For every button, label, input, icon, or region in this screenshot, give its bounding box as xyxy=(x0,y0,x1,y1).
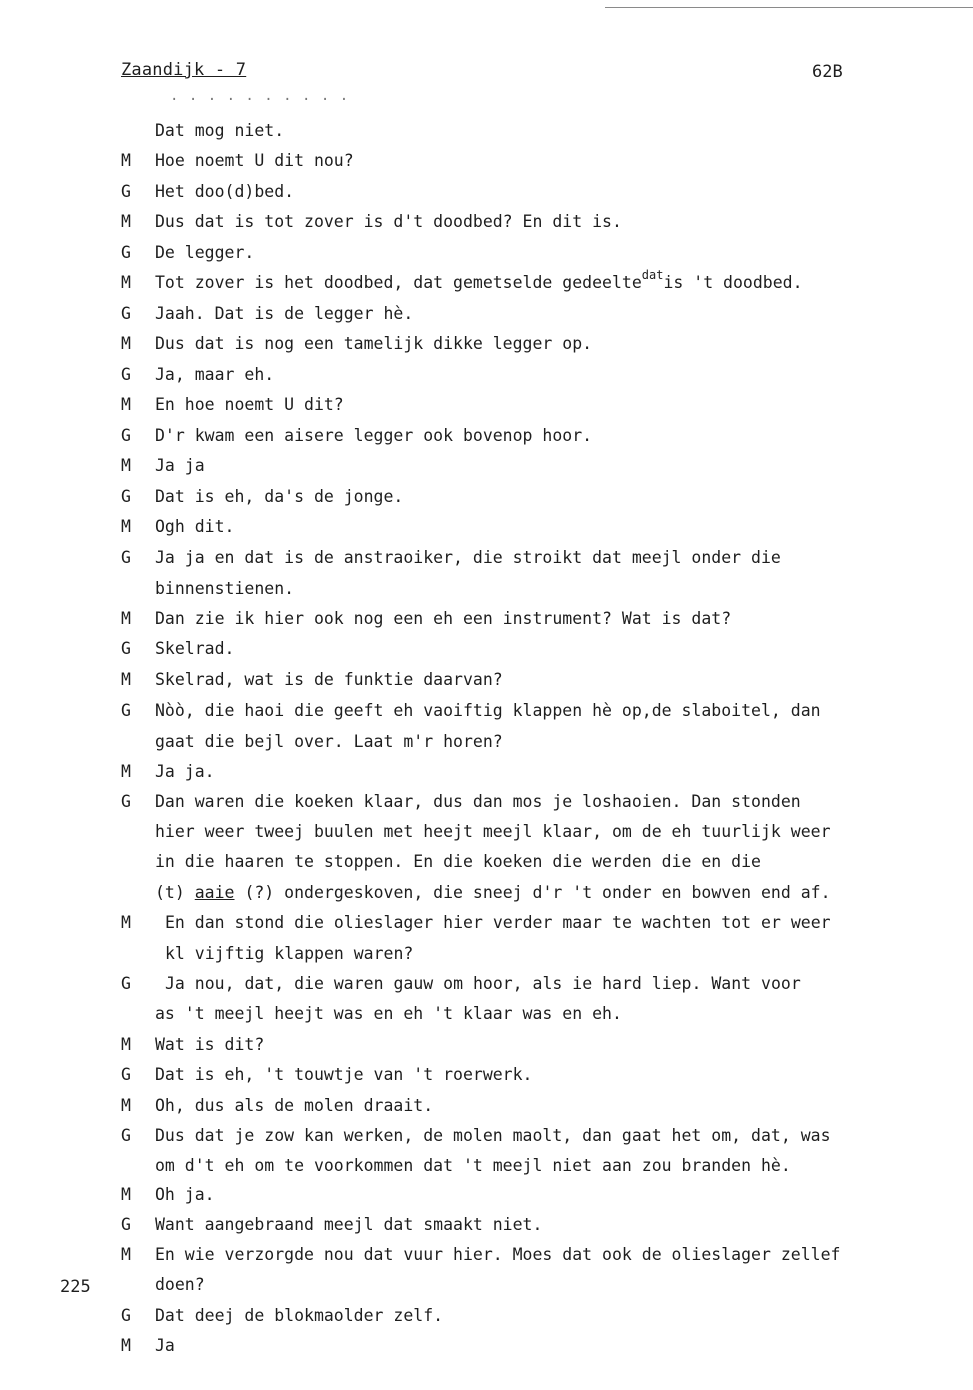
utterance-line xyxy=(155,268,895,293)
margin-note: 225 xyxy=(60,1277,91,1297)
speaker-label: M xyxy=(121,334,131,353)
utterance-line: Skelrad, wat is de funktie daarvan? xyxy=(155,670,503,689)
underlined-word: aaie xyxy=(194,883,235,902)
utterance-line: Dus dat is nog een tamelijk dikke legger op. xyxy=(155,334,593,353)
utterance-line: Dat deej de blokmaolder zelf. xyxy=(155,1306,444,1325)
utterance-line: Wat is dit? xyxy=(155,1035,265,1054)
speaker-label: G xyxy=(121,1065,131,1084)
utterance-line: Jaah. Dat is de legger hè. xyxy=(155,304,414,323)
speaker-label: M xyxy=(121,212,131,231)
utterance-line: Dan zie ik hier ook nog een eh een instrument? Wat is dat? xyxy=(155,609,732,628)
utterance-line: binnenstienen. xyxy=(155,579,295,598)
utterance-line: Het doo(d)bed. xyxy=(155,182,295,201)
speaker-label: G xyxy=(121,1126,131,1145)
utterance-text: Tot zover is het doodbed, dat gemetselde gedeelte xyxy=(155,273,642,292)
utterance-line: De legger. xyxy=(155,243,255,262)
speaker-label: M xyxy=(121,1035,131,1054)
speaker-label: M xyxy=(121,1245,131,1264)
document-title: Zaandijk - 7 xyxy=(121,60,247,80)
speaker-label: M xyxy=(121,517,131,536)
speaker-label: M xyxy=(121,609,131,628)
speaker-label: G xyxy=(121,974,131,993)
utterance-line: Ja, maar eh. xyxy=(155,365,275,384)
utterance-line: Ja nou, dat, die waren gauw om hoor, als ie hard liep. Want voor xyxy=(165,974,801,993)
speaker-label: M xyxy=(121,456,131,475)
utterance-line: Skelrad. xyxy=(155,639,235,658)
utterance-line: gaat die bejl over. Laat m'r horen? xyxy=(155,732,503,751)
utterance-line: D'r kwam een aisere legger ook bovenop hoor. xyxy=(155,426,593,445)
utterance-line: as 't meejl heejt was en eh 't klaar was en eh. xyxy=(155,1004,622,1023)
speaker-label: M xyxy=(121,913,131,932)
utterance-line: Ogh dit. xyxy=(155,517,235,536)
utterance-line: Ja ja en dat is de anstraoiker, die stroikt dat meejl onder die xyxy=(155,548,781,567)
speaker-label: G xyxy=(121,639,131,658)
utterance-line: Ja ja xyxy=(155,456,205,475)
utterance-text: is 't doodbed. xyxy=(663,273,803,292)
speaker-label: G xyxy=(121,1306,131,1325)
utterance-line: kl vijftig klappen waren? xyxy=(165,944,414,963)
utterance-line: om d't eh om te voorkommen dat 't meejl niet aan zou branden hè. xyxy=(155,1156,791,1175)
utterance-line: Oh ja. xyxy=(155,1185,215,1204)
utterance-line: Ja ja. xyxy=(155,762,215,781)
speaker-label: G xyxy=(121,701,131,720)
speaker-label: G xyxy=(121,304,131,323)
speaker-label: M xyxy=(121,1336,131,1355)
speaker-label: G xyxy=(121,487,131,506)
utterance-line: hier weer tweej buulen met heejt meejl klaar, om de eh tuurlijk weer xyxy=(155,822,831,841)
superscript-insert: dat xyxy=(641,268,664,282)
speaker-label: M xyxy=(121,151,131,170)
speaker-label: G xyxy=(121,182,131,201)
speaker-label: G xyxy=(121,1215,131,1234)
utterance-line: Dat is eh, da's de jonge. xyxy=(155,487,404,506)
utterance-line: Hoe noemt U dit nou? xyxy=(155,151,354,170)
speaker-label: M xyxy=(121,395,131,414)
utterance-line: En hoe noemt U dit? xyxy=(155,395,344,414)
dotted-mark: . . . . . . . . . . xyxy=(170,88,350,104)
utterance-line: Dus dat je zow kan werken, de molen maolt, dan gaat het om, dat, was xyxy=(155,1126,831,1145)
utterance-line: in die haaren te stoppen. En die koeken die werden die en die xyxy=(155,852,761,871)
utterance-line: Ja xyxy=(155,1336,175,1355)
speaker-label: M xyxy=(121,670,131,689)
speaker-label: G xyxy=(121,365,131,384)
utterance-text: (t) xyxy=(155,883,185,902)
utterance-line: En dan stond die olieslager hier verder maar te wachten tot er weer xyxy=(165,913,831,932)
utterance-text: (?) ondergeskoven, die sneej d'r 't onder en bowven end af. xyxy=(244,883,831,902)
utterance-line: Want aangebraand meejl dat smaakt niet. xyxy=(155,1215,543,1234)
page-number: 62B xyxy=(812,62,843,82)
utterance-line: doen? xyxy=(155,1275,205,1294)
utterance-line: Dan waren die koeken klaar, dus dan mos je loshaoien. Dan stonden xyxy=(155,792,801,811)
speaker-label: G xyxy=(121,548,131,567)
utterance-line: Oh, dus als de molen draait. xyxy=(155,1096,434,1115)
utterance-line: En wie verzorgde nou dat vuur hier. Moes dat ook de olieslager zellef xyxy=(155,1245,841,1264)
speaker-label: G xyxy=(121,426,131,445)
speaker-label: M xyxy=(121,1185,131,1204)
speaker-label: M xyxy=(121,1096,131,1115)
speaker-label: G xyxy=(121,243,131,262)
speaker-label: M xyxy=(121,762,131,781)
speaker-label: G xyxy=(121,792,131,811)
utterance-line: Dat mog niet. xyxy=(155,121,285,140)
utterance-line xyxy=(155,883,895,903)
utterance-line: Dus dat is tot zover is d't doodbed? En dit is. xyxy=(155,212,622,231)
utterance-line: Nòò, die haoi die geeft eh vaoiftig klappen hè op,de slaboitel, dan xyxy=(155,701,821,720)
speaker-label: M xyxy=(121,273,131,292)
utterance-line: Dat is eh, 't touwtje van 't roerwerk. xyxy=(155,1065,533,1084)
